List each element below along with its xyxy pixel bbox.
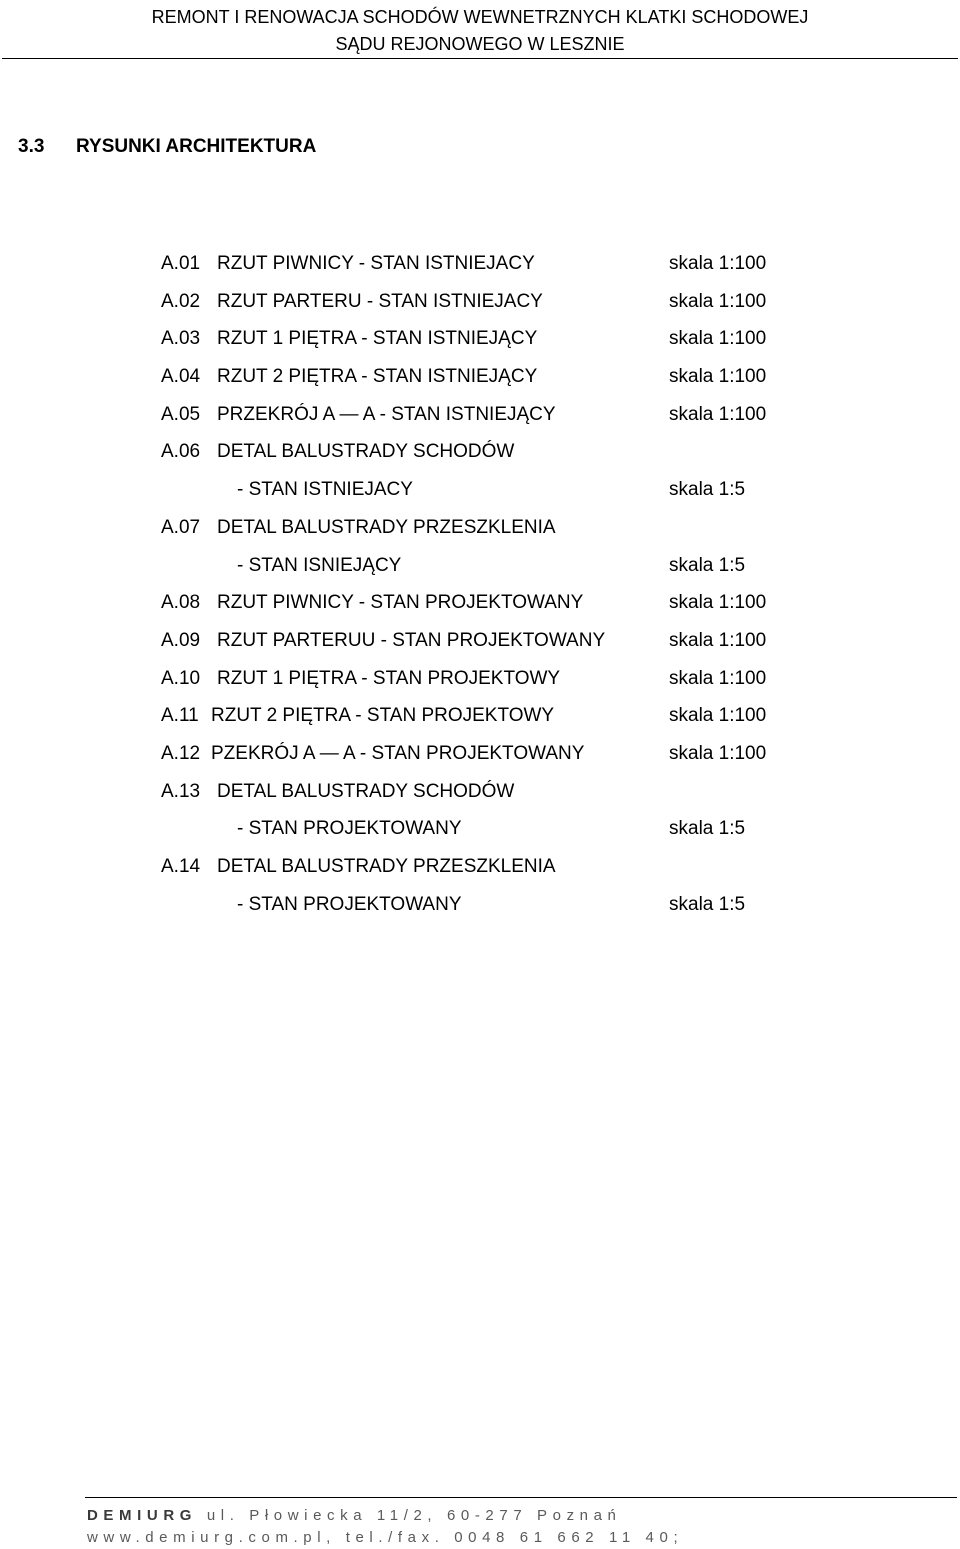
drawing-title: - STAN ISNIEJĄCY [237,554,402,576]
drawing-title: PZEKRÓJ A — A - STAN PROJEKTOWANY [211,742,585,764]
drawing-title: RZUT 2 PIĘTRA - STAN PROJEKTOWY [211,705,555,727]
list-item [0,396,960,434]
drawing-scale: skala 1:5 [669,893,746,915]
drawing-title: RZUT 1 PIĘTRA - STAN ISTNIEJĄCY [217,328,538,350]
section-number: 3.3 [18,136,45,157]
drawing-title: DETAL BALUSTRADY PRZESZKLENIA [217,856,556,877]
drawing-title: DETAL BALUSTRADY SCHODÓW [217,441,515,463]
list-item [0,509,960,547]
footer-contact: www.demiurg.com.pl, tel./fax. 0048 61 662 11 40; [87,1529,684,1546]
drawing-scale: skala 1:100 [669,253,767,274]
drawing-title: DETAL BALUSTRADY PRZESZKLENIA [217,516,556,538]
drawing-scale: skala 1:5 [669,818,746,840]
drawing-title: RZUT PIWNICY - STAN PROJEKTOWANY [217,592,584,614]
drawing-title: RZUT 2 PIĘTRA - STAN ISTNIEJĄCY [217,366,538,388]
list-item [0,848,960,886]
footer-address-line [87,1505,683,1527]
drawing-code: A.01 [161,253,201,274]
list-item [0,358,960,396]
drawing-title: PRZEKRÓJ A — A - STAN ISTNIEJĄCY [217,403,556,425]
footer-company: DEMIURG [87,1507,198,1524]
drawing-title: - STAN ISTNIEJACY [237,479,413,501]
list-item [0,283,960,321]
footer-divider [85,1497,957,1498]
drawing-code: A.08 [161,592,201,614]
list-item [0,735,960,773]
drawing-code: A.02 [161,290,201,312]
drawing-code: A.10 [161,667,201,689]
page-header [0,4,960,58]
header-title-line-2: SĄDU REJONOWEGO W LESZNIE [335,34,625,54]
drawing-scale: skala 1:100 [669,742,767,764]
drawing-title: RZUT PARTERUU - STAN PROJEKTOWANY [217,629,606,651]
drawing-scale: skala 1:100 [669,403,767,425]
drawing-scale: skala 1:100 [669,290,767,312]
section-title: RYSUNKI ARCHITEKTURA [76,136,317,157]
header-divider [2,58,958,59]
list-item-continuation [0,547,960,585]
header-title-line-1: REMONT I RENOWACJA SCHODÓW WEWNETRZNYCH KLATKI SCHODOWEJ [151,7,809,27]
drawing-title: RZUT 1 PIĘTRA - STAN PROJEKTOWY [217,667,561,689]
list-item [0,622,960,660]
drawing-title: - STAN PROJEKTOWANY [237,818,462,840]
list-item [0,660,960,698]
drawing-code: A.13 [161,780,201,802]
list-item-continuation [0,886,960,924]
list-item [0,584,960,622]
page-footer [87,1505,683,1549]
list-item [0,773,960,811]
drawing-scale: skala 1:5 [669,554,746,576]
drawing-code: A.14 [161,856,201,877]
drawing-title: DETAL BALUSTRADY SCHODÓW [217,780,515,802]
drawing-code: A.03 [161,328,201,350]
drawing-scale: skala 1:100 [669,328,767,350]
drawing-code: A.05 [161,403,201,425]
drawing-scale: skala 1:100 [669,629,767,651]
drawing-scale: skala 1:100 [669,592,767,614]
list-item-continuation [0,810,960,848]
drawing-title: - STAN PROJEKTOWANY [237,893,462,915]
drawing-scale: skala 1:5 [669,479,746,501]
list-item [0,245,960,283]
drawing-code: A.09 [161,629,201,651]
drawing-title: RZUT PARTERU - STAN ISTNIEJACY [217,290,543,312]
drawing-scale: skala 1:100 [669,366,767,388]
drawing-code: A.07 [161,516,201,538]
drawing-title: RZUT PIWNICY - STAN ISTNIEJACY [217,253,535,274]
drawing-code: A.04 [161,366,201,388]
list-item-continuation [0,471,960,509]
drawing-code: A.12 [161,742,201,764]
drawing-code: A.11 [161,705,199,727]
list-item [0,433,960,471]
drawing-scale: skala 1:100 [669,705,767,727]
list-item [0,697,960,735]
drawing-list [0,245,960,923]
drawing-code: A.06 [161,441,201,463]
section-heading [18,136,316,158]
drawing-scale: skala 1:100 [669,667,767,689]
list-item [0,320,960,358]
footer-address: ul. Płowiecka 11/2, 60-277 Poznań [206,1507,622,1524]
